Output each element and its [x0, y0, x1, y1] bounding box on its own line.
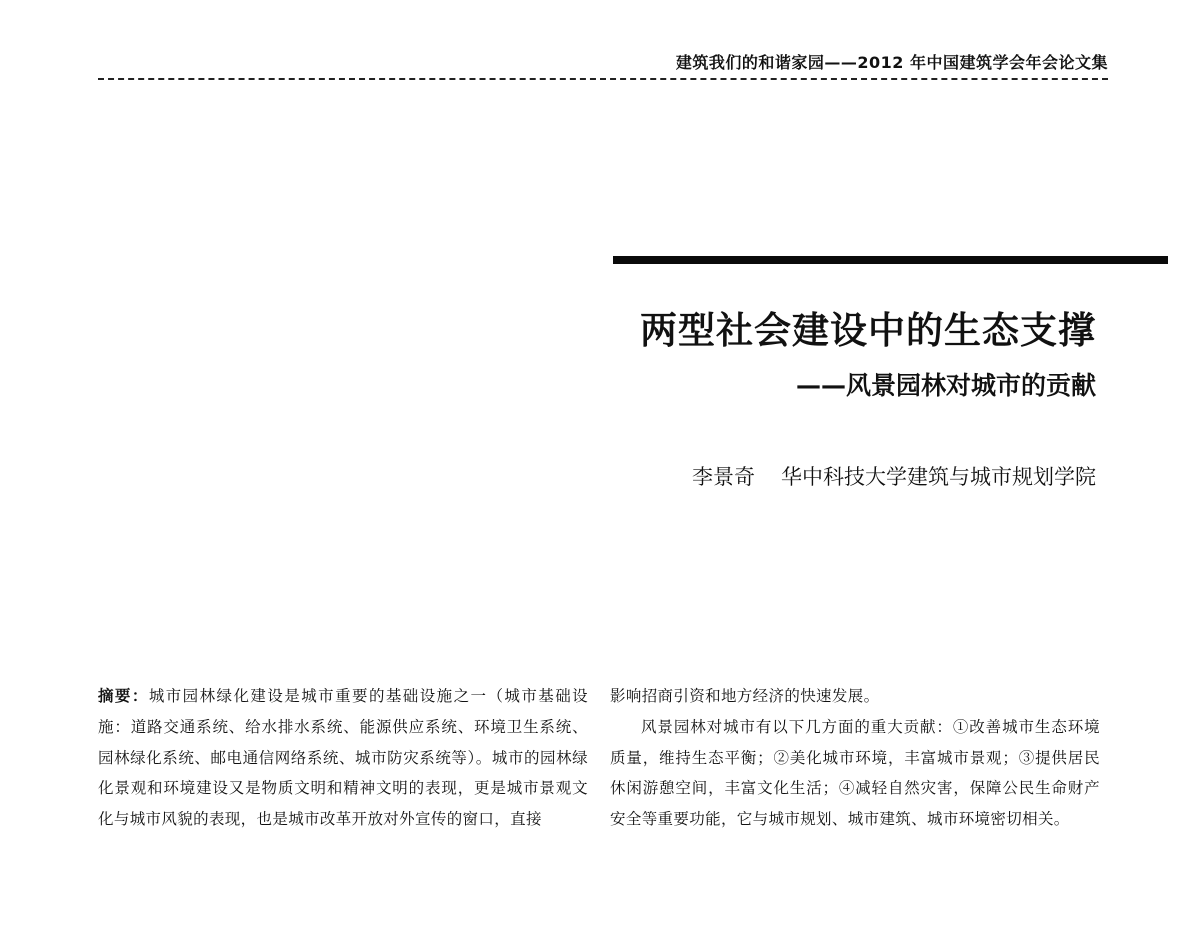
header-rule: [98, 78, 1108, 80]
abstract-continuation: 影响招商引资和地方经济的快速发展。: [610, 687, 880, 705]
author-name: 李景奇: [692, 465, 755, 489]
byline: [692, 461, 1096, 491]
abstract-paragraph: [98, 681, 588, 835]
abstract-label: 摘要：: [98, 686, 149, 705]
abstract-paragraph-2: 风景园林对城市有以下几方面的重大贡献：①改善城市生态环境质量，维持生态平衡；②美化城市环境，丰富城市景观；③提供居民休闲游憩空间，丰富文化生活；④减轻自然灾害，保障公民生命财产安全等重要功能，它与城市规划、城市建筑、城市环境密切相关。: [610, 717, 1100, 829]
title-bar: [613, 256, 1168, 264]
article-title: 两型社会建设中的生态支撑: [640, 309, 1096, 352]
abstract-text: 城市园林绿化建设是城市重要的基础设施之一（城市基础设施：道路交通系统、给水排水系统、能源供应系统、环境卫生系统、园林绿化系统、邮电通信网络系统、城市防灾系统等）。城市的园林绿化景观和环境建设又是物质文明和精神文明的表现，更是城市景观文化与城市风貌的表现，也是城市改革开放对外宣传的窗口，直接: [98, 687, 588, 829]
article-subtitle: ——风景园林对城市的贡献: [795, 371, 1096, 400]
running-header: 建筑我们的和谐家园——2012 年中国建筑学会年会论文集: [675, 53, 1108, 72]
abstract-left-column: [98, 681, 588, 835]
author-affiliation: 华中科技大学建筑与城市规划学院: [781, 465, 1096, 489]
abstract-right-column: [610, 681, 1100, 835]
